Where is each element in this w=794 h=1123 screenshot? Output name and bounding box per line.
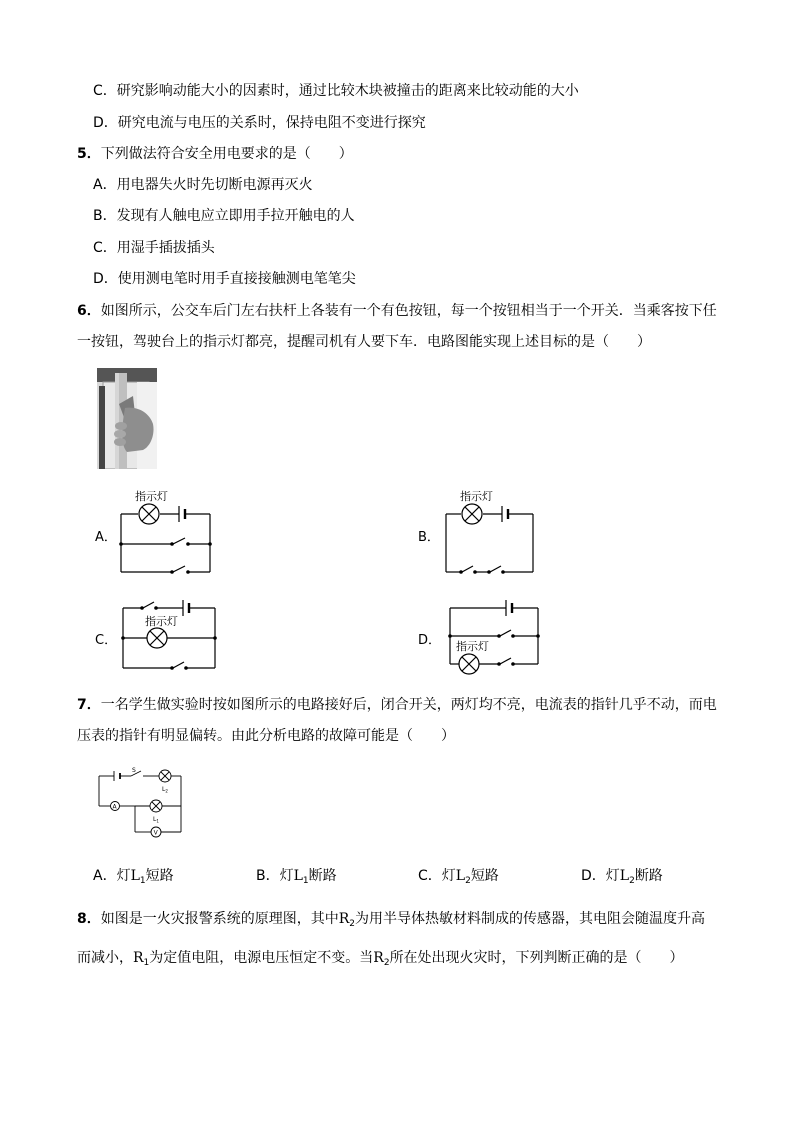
q5-option-d: D．使用测电笔时用手直接接触测电笔笔尖: [93, 271, 356, 287]
q5-number: 5．: [77, 146, 101, 162]
q6-label-c: C．: [95, 633, 118, 648]
q6-circuit-b: [440, 488, 540, 578]
q6-stem-line1: [77, 301, 717, 321]
q4-option-c: C．研究影响动能大小的因素时，通过比较木块被撞击的距离来比较动能的大小: [93, 83, 579, 99]
q6-b-lamp-label: 指示灯: [460, 490, 493, 503]
q6-label-b: B．: [418, 530, 440, 545]
q6-a-lamp-label: 指示灯: [135, 490, 168, 503]
q5-option-b: B．发现有人触电应立即用手拉开触电的人: [93, 208, 355, 224]
q7-stem-line1: [77, 695, 717, 715]
q6-stem-line2: 一按钮，驾驶台上的指示灯都亮，提醒司机有人要下车．电路图能实现上述目标的是（ ）: [77, 334, 651, 350]
q6-c-lamp-label: 指示灯: [145, 615, 178, 628]
q6-d-lamp-label: 指示灯: [456, 640, 489, 653]
q6-circuit-d: [442, 598, 547, 678]
q5-option-c: C．用湿手插拔插头: [93, 240, 215, 256]
q8-stem-line1: 8．如图是一火灾报警系统的原理图，其中$R_2$为用半导体热敏材料制成的传感器，其电阻会随温度升高: [77, 911, 706, 929]
q7-number: 7．: [77, 697, 101, 713]
q6-circuit-a: [115, 488, 215, 578]
q7-switch-label: S: [132, 767, 136, 774]
bus-handrail-photo: [97, 368, 157, 469]
q7-ammeter-label: A: [112, 803, 117, 811]
q5-stem: [77, 144, 353, 164]
q6-number: 6．: [77, 303, 101, 319]
q7-option-b: B．灯$L_1$断路: [256, 868, 337, 886]
q4-option-d: D．研究电流与电压的关系时，保持电阻不变进行探究: [93, 115, 426, 131]
q7-lamp2-label: $L_2$: [162, 786, 168, 794]
q8-number: 8．: [77, 911, 101, 927]
q7-stem-line2: 压表的指针有明显偏转。由此分析电路的故障可能是（ ）: [77, 728, 455, 744]
q6-circuit-c: [115, 598, 220, 678]
q7-voltmeter-label: V: [153, 829, 158, 837]
q5-stem-text: 下列做法符合安全用电要求的是（ ）: [100, 146, 353, 162]
q5-option-a: A．用电器失火时先切断电源再灭火: [93, 177, 313, 193]
q7-stem-text-1: 一名学生做实验时按如图所示的电路接好后，闭合开关，两灯均不亮，电流表的指针几乎不动，而电: [100, 697, 717, 713]
q6-label-d: D．: [418, 633, 442, 648]
q7-option-a: A．灯$L_1$短路: [93, 868, 174, 886]
q7-option-d: D．灯$L_2$断路: [581, 868, 663, 886]
q7-option-c: C．灯$L_2$短路: [418, 868, 499, 886]
q6-stem-text-1: 如图所示，公交车后门左右扶杆上各装有一个有色按钮，每一个按钮相当于一个开关．当乘客按下任: [100, 303, 717, 319]
q7-circuit: [95, 764, 190, 842]
q6-label-a: A．: [95, 530, 117, 545]
q7-lamp1-label: $L_1$: [153, 816, 159, 824]
q8-stem-line2: 而减小，$R_1$为定值电阻，电源电压恒定不变。当$R_2$所在处出现火灾时，下列判断正确的是（ ）: [77, 950, 684, 968]
